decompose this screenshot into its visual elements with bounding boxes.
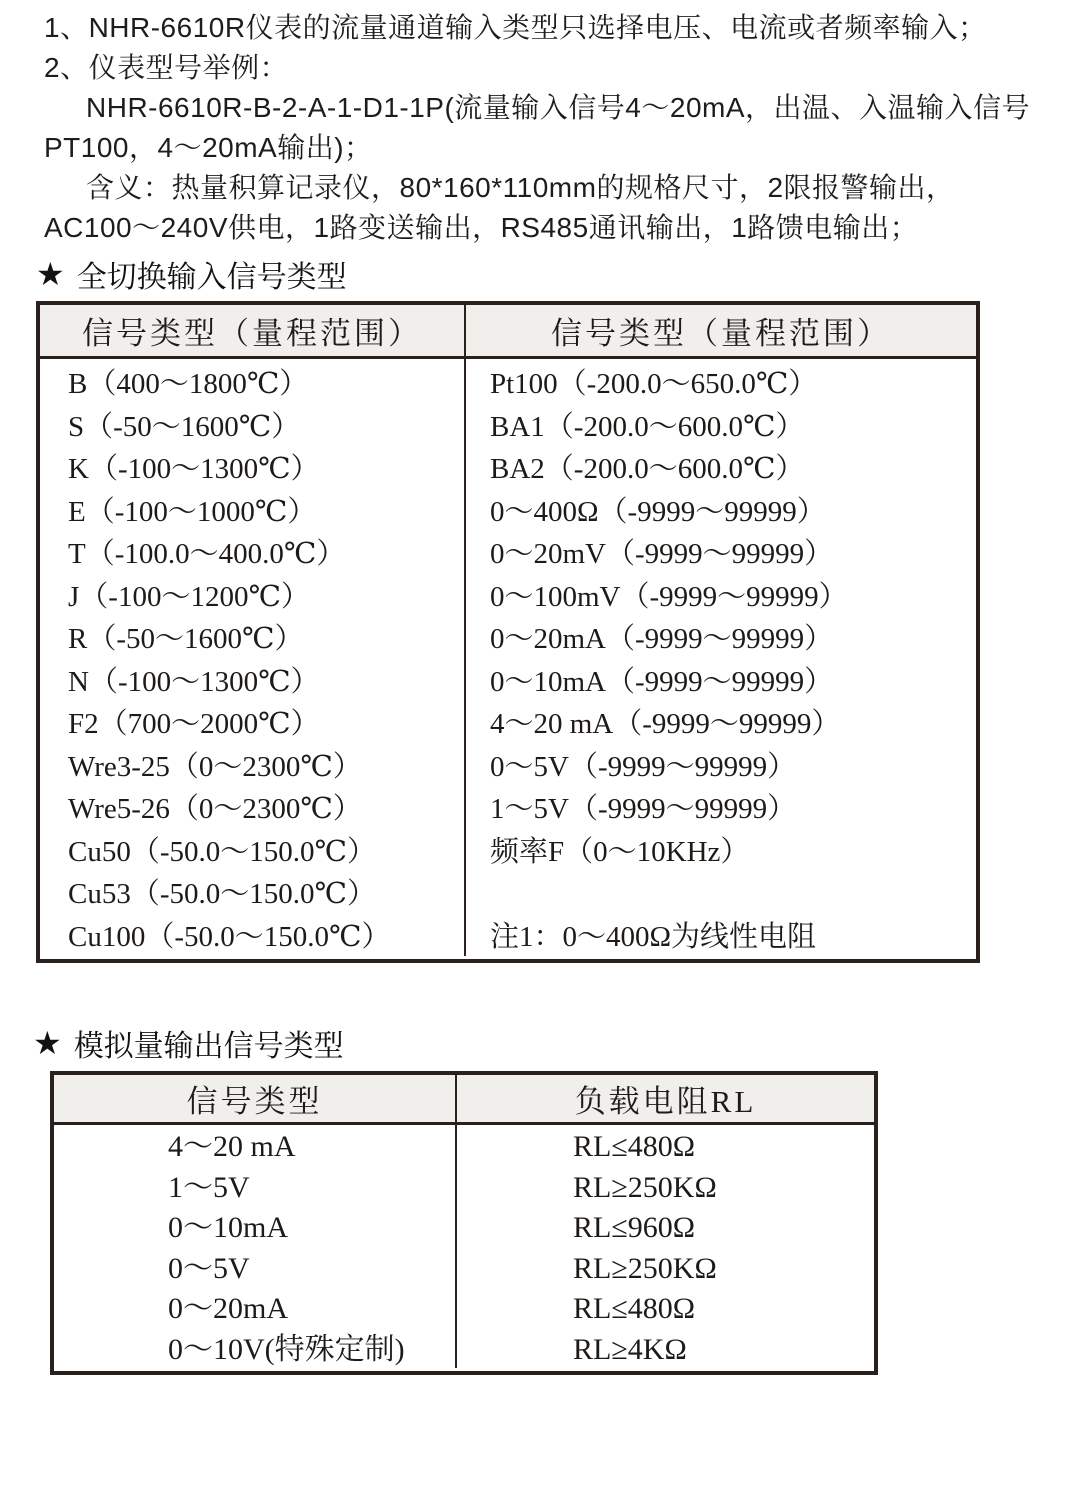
load-resistance-item: RL≥4KΩ xyxy=(573,1332,687,1366)
table-header-row xyxy=(40,305,976,359)
signal-type-item: 0～5V xyxy=(168,1251,250,1285)
input-signal-table xyxy=(36,301,980,963)
signal-range-item: 0～20mV（-9999～99999） xyxy=(490,538,834,570)
signal-range-item: Cu100（-50.0～150.0℃） xyxy=(68,920,391,953)
input-signal-section-heading xyxy=(36,252,347,296)
header-cell-load-resistance: 负载电阻RL xyxy=(574,1084,757,1119)
signal-range-item: 0～400Ω（-9999～99999） xyxy=(490,495,826,528)
output-signal-table xyxy=(50,1071,878,1375)
signal-range-item: 0～100mV（-9999～99999） xyxy=(490,580,848,613)
signal-range-item: 1～5V（-9999～99999） xyxy=(490,793,797,825)
intro-line-6: AC100～240V供电，1路变送输出，RS485通讯输出，1路馈电输出； xyxy=(44,212,919,243)
signal-type-item: 1～5V xyxy=(168,1170,250,1204)
intro-line-5: 含义：热量积算记录仪，80*160*110mm的规格尺寸，2限报警输出， xyxy=(86,172,955,203)
signal-range-item: 0～5V（-9999～99999） xyxy=(490,750,797,783)
signal-range-item: S（-50～1600℃） xyxy=(68,410,301,443)
load-resistance-item: RL≤960Ω xyxy=(573,1211,696,1244)
signal-type-item: 4～20 mA xyxy=(168,1130,296,1163)
signal-range-item: 0～20mA（-9999～99999） xyxy=(490,623,834,655)
signal-range-item: BA2（-200.0～600.0℃） xyxy=(490,453,805,485)
signal-column-left xyxy=(40,359,466,956)
star-icon: ★ xyxy=(36,256,65,292)
header-cell-signal-range-left: 信号类型（量程范围） xyxy=(40,305,466,356)
table-body xyxy=(40,359,976,956)
signal-range-item: 4～20 mA（-9999～99999） xyxy=(490,708,841,740)
table-header-row xyxy=(54,1075,874,1125)
signal-type-item: 0～20mA xyxy=(168,1292,288,1325)
signal-type-column xyxy=(54,1125,457,1368)
table-note: 注1：0～400Ω为线性电阻 xyxy=(490,920,817,953)
load-resistance-item: RL≤480Ω xyxy=(573,1292,696,1325)
signal-range-item: 0～10mA（-9999～99999） xyxy=(490,665,834,698)
signal-range-item: BA1（-200.0～600.0℃） xyxy=(490,410,805,443)
load-resistance-item: RL≥250KΩ xyxy=(573,1170,717,1204)
signal-range-item: K（-100～1300℃） xyxy=(68,453,320,485)
signal-column-right xyxy=(466,359,976,956)
section-heading-text: 全切换输入信号类型 xyxy=(76,261,347,294)
header-cell-signal-range-right: 信号类型（量程范围） xyxy=(551,316,891,351)
load-resistance-item: RL≥250KΩ xyxy=(573,1251,717,1285)
blank-row xyxy=(490,873,976,916)
load-resistance-item: RL≤480Ω xyxy=(573,1130,696,1163)
signal-range-item: Cu50（-50.0～150.0℃） xyxy=(68,835,376,868)
signal-range-item: J（-100～1200℃） xyxy=(68,580,310,613)
signal-range-item: R（-50～1600℃） xyxy=(68,623,304,655)
output-signal-section-heading xyxy=(33,1021,344,1065)
intro-line-3: NHR-6610R-B-2-A-1-D1-1P(流量输入信号4～20mA，出温、入温输入信号 xyxy=(86,92,1031,123)
signal-type-item: 0～10mA xyxy=(168,1211,288,1244)
intro-line-1: 1、NHR-6610R仪表的流量通道输入类型只选择电压、电流或者频率输入； xyxy=(44,12,987,43)
intro-paragraphs xyxy=(44,8,1054,248)
signal-range-item: Cu53（-50.0～150.0℃） xyxy=(68,878,376,910)
signal-range-item: Wre3-25（0～2300℃） xyxy=(68,750,362,783)
signal-range-item: F2（700～2000℃） xyxy=(68,708,320,740)
intro-line-4: PT100，4～20mA输出)； xyxy=(44,132,373,163)
header-cell-signal-type: 信号类型 xyxy=(54,1075,457,1122)
section-heading-text: 模拟量输出信号类型 xyxy=(73,1030,344,1063)
signal-range-item: Pt100（-200.0～650.0℃） xyxy=(490,368,818,400)
signal-range-item: N（-100～1300℃） xyxy=(68,665,320,698)
signal-range-item: B（400～1800℃） xyxy=(68,368,309,400)
signal-range-item: T（-100.0～400.0℃） xyxy=(68,538,346,570)
intro-line-2: 2、仪表型号举例： xyxy=(44,52,289,83)
signal-range-item: E（-100～1000℃） xyxy=(68,495,317,528)
signal-range-item: Wre5-26（0～2300℃） xyxy=(68,793,362,825)
star-icon: ★ xyxy=(33,1025,62,1061)
table-body xyxy=(54,1125,874,1368)
signal-range-item: 频率F（0～10KHz） xyxy=(490,835,750,868)
signal-type-item: 0～10V(特殊定制) xyxy=(168,1332,405,1366)
load-resistance-column xyxy=(457,1125,874,1368)
